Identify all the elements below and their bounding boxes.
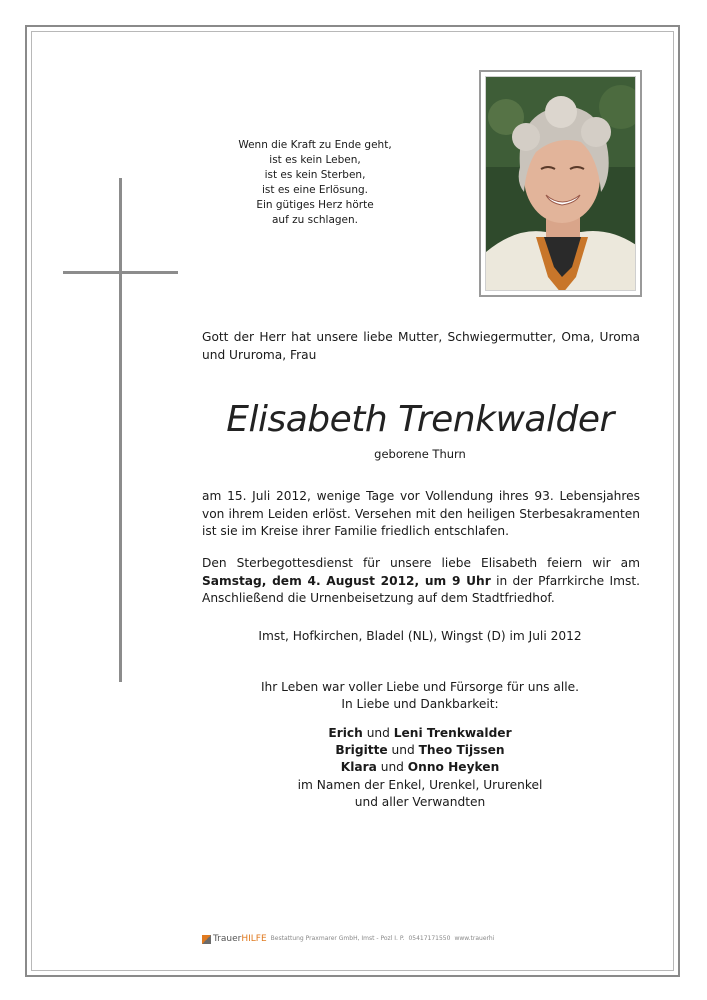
family-row xyxy=(200,725,640,742)
service-text-start: Den Sterbegottesdienst für unsere liebe Elisabeth feiern wir am xyxy=(202,556,640,570)
portrait-illustration xyxy=(486,77,636,291)
logo-part-b: HILFE xyxy=(241,934,267,944)
place-and-date: Imst, Hofkirchen, Bladel (NL), Wingst (D) im Juli 2012 xyxy=(258,629,582,643)
poem-line: auf zu schlagen. xyxy=(272,214,358,226)
deceased-name: Elisabeth Trenkwalder xyxy=(226,399,614,440)
closing-lines xyxy=(200,679,640,713)
trauerhilfe-logo-text xyxy=(213,934,267,944)
poem-line: ist es kein Sterben, xyxy=(264,169,366,181)
footer-phone: 05417171550 xyxy=(408,935,451,942)
family-second: Onno Heyken xyxy=(407,760,500,775)
family-and: und xyxy=(362,726,394,740)
family-line-grandchildren: im Namen der Enkel, Urenkel, Ururenkel xyxy=(297,777,543,792)
intro-text: Gott der Herr hat unsere liebe Mutter, Schwiegermutter, Oma, Uroma und Ururoma, Frau xyxy=(202,330,640,362)
cross-horizontal-bar xyxy=(63,271,178,274)
death-notice-paragraph: am 15. Juli 2012, wenige Tage vor Vollendung ihres 93. Lebensjahres von ihrem Leiden erlöst. Versehen mit den heiligen Sterbesakramenten ist sie im Kreise ihrer Familie friedlich entschlafen. xyxy=(202,489,640,538)
poem-line: Ein gütiges Herz hörte xyxy=(256,199,374,211)
family-first: Erich xyxy=(328,726,363,740)
footer xyxy=(202,933,562,945)
family-second: Theo Tijssen xyxy=(418,743,505,758)
closing-line-1: Ihr Leben war voller Liebe und Fürsorge für uns alle. xyxy=(260,680,580,694)
poem xyxy=(220,138,410,228)
funeral-service-paragraph xyxy=(202,555,640,608)
footer-company: Bestattung Praxmarer GmbH, Imst - Pozl I. P. xyxy=(270,935,405,942)
footer-web: www.trauerhi xyxy=(454,935,495,942)
maiden-name: geborene Thurn xyxy=(374,447,466,461)
family-and: und xyxy=(376,760,408,775)
poem-line: Wenn die Kraft zu Ende geht, xyxy=(238,139,392,151)
family-and: und xyxy=(387,743,419,758)
poem-line: ist es kein Leben, xyxy=(269,154,361,166)
trauerhilfe-logo-icon xyxy=(202,935,211,944)
cross-vertical-bar xyxy=(119,178,122,682)
service-date: Samstag, dem 4. August 2012, um 9 Uhr xyxy=(202,573,491,588)
family-first: Klara xyxy=(340,760,377,775)
closing-line-2: In Liebe und Dankbarkeit: xyxy=(341,697,499,711)
family-row xyxy=(200,759,640,776)
family-row xyxy=(200,742,640,759)
poem-line: ist es eine Erlösung. xyxy=(261,184,368,196)
service-text-end: in der Pfarrkirche Imst. Anschließend die Urnenbeisetzung auf dem Stadtfriedhof. xyxy=(202,573,640,605)
portrait-photo xyxy=(485,76,636,291)
family-list xyxy=(200,725,640,811)
logo-part-a: Trauer xyxy=(213,934,242,944)
family-line-relatives: und aller Verwandten xyxy=(354,794,486,809)
portrait-frame xyxy=(479,70,642,297)
family-first: Brigitte xyxy=(335,743,388,758)
family-second: Leni Trenkwalder xyxy=(393,726,512,740)
